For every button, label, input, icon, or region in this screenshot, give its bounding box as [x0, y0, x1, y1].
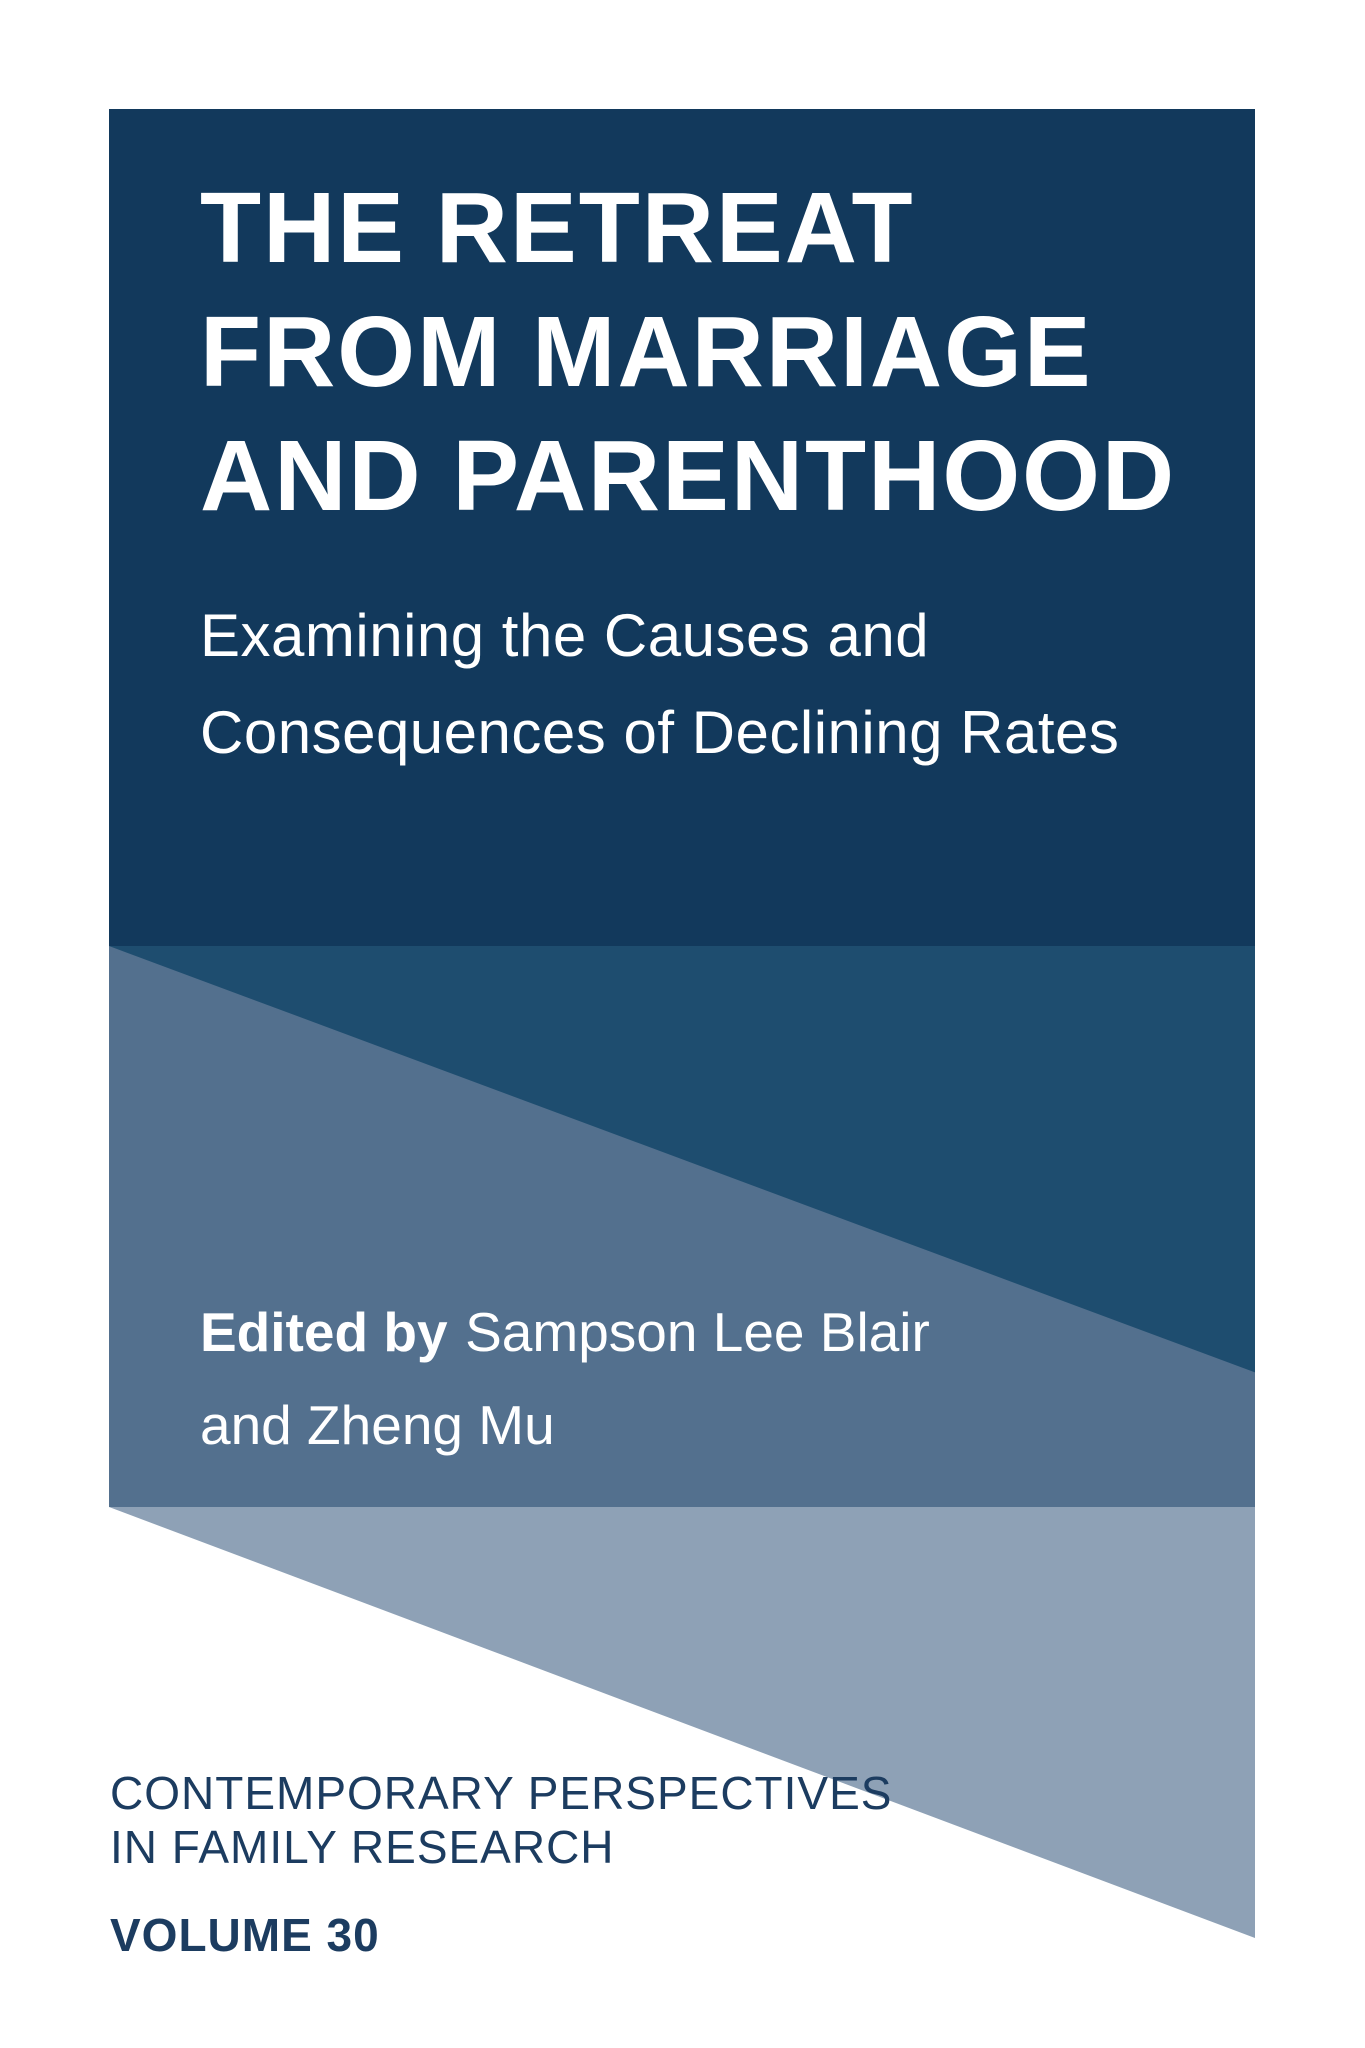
- title-line-2: FROM MARRIAGE: [200, 296, 1093, 408]
- series-title: [110, 1766, 892, 1874]
- series-line-1: CONTEMPORARY PERSPECTIVES: [110, 1767, 893, 1819]
- volume-label: VOLUME 30: [110, 1909, 380, 1961]
- editor-names-line-1: Sampson Lee Blair: [465, 1301, 930, 1363]
- series-line-2: IN FAMILY RESEARCH: [110, 1821, 615, 1873]
- book-subtitle: [200, 587, 1200, 781]
- editor-names-line-2: and Zheng Mu: [200, 1394, 555, 1456]
- title-line-3: AND PARENTHOOD: [200, 420, 1177, 532]
- book-title: [200, 166, 1210, 538]
- title-line-1: THE RETREAT: [200, 172, 915, 284]
- editor-line-1: [200, 1286, 1200, 1379]
- edited-by-label: Edited by: [200, 1301, 448, 1363]
- subtitle-line-1: Examining the Causes and: [200, 602, 930, 669]
- subtitle-line-2: Consequences of Declining Rates: [200, 699, 1120, 766]
- editor-block: [200, 1286, 1200, 1472]
- book-cover: [109, 109, 1255, 1938]
